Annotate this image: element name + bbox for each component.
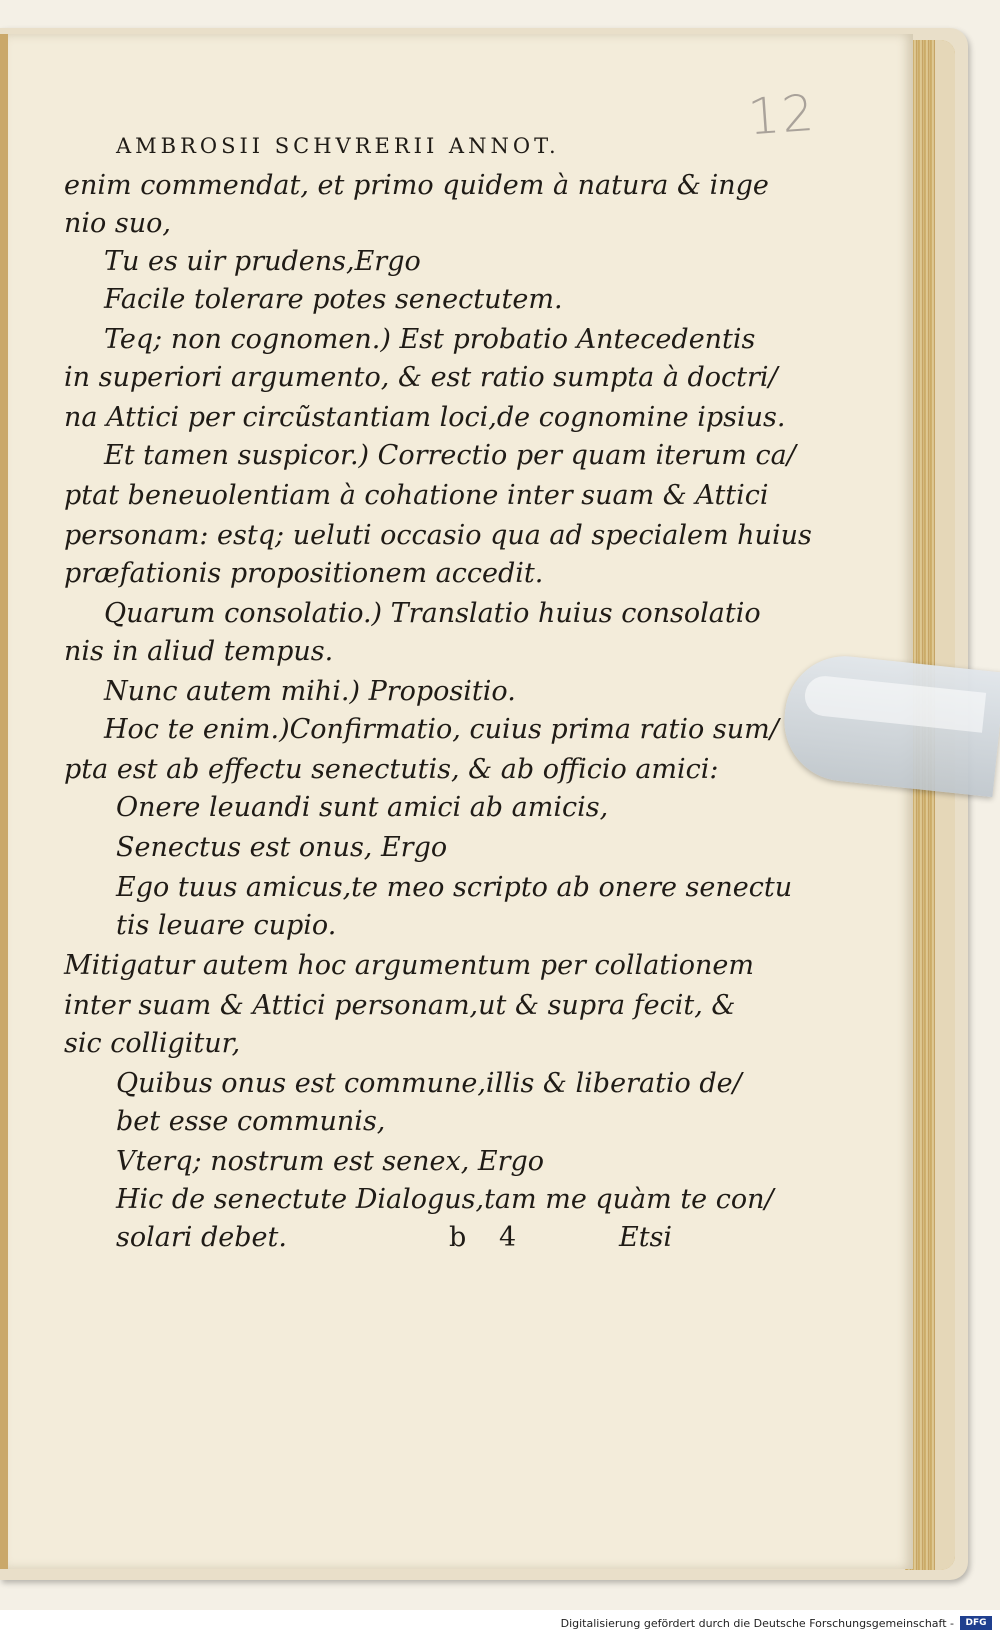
signature-letter: b bbox=[449, 1222, 467, 1253]
text-line: Facile tolerare potes senectutem. bbox=[104, 284, 563, 315]
text-line: na Attici per circũstantiam loci,de cognomine ipsius. bbox=[64, 402, 786, 433]
text-line: bet esse communis, bbox=[116, 1106, 386, 1137]
text-line: Tu es uir prudens,Ergo bbox=[104, 246, 421, 277]
text-line: pta est ab effectu senectutis, & ab officio amici: bbox=[64, 754, 719, 785]
text-line: in superiori argumento, & est ratio sumpta à doctri/ bbox=[64, 362, 778, 393]
text-line: Nunc autem mihi.) Propositio. bbox=[104, 676, 516, 707]
catchword: Etsi bbox=[619, 1222, 673, 1253]
text-line: solari debet. bbox=[116, 1222, 287, 1253]
text-line: Vterq; nostrum est senex, Ergo bbox=[116, 1146, 545, 1177]
text-line: Senectus est onus, Ergo bbox=[116, 832, 448, 863]
text-line: Et tamen suspicor.) Correctio per quam iterum ca/ bbox=[104, 440, 796, 471]
text-line: Mitigatur autem hoc argumentum per collationem bbox=[64, 950, 755, 981]
pencil-folio-number: 12 bbox=[746, 83, 818, 147]
dfg-credit-text: Digitalisierung gefördert durch die Deutsche Forschungsgemeinschaft - bbox=[560, 1617, 954, 1630]
text-line: Hic de senectute Dialogus,tam me quàm te con/ bbox=[116, 1184, 774, 1215]
text-line: tis leuare cupio. bbox=[116, 910, 337, 941]
text-line: personam: estq; ueluti occasio qua ad specialem huius bbox=[64, 520, 812, 551]
signature-number: 4 bbox=[499, 1222, 517, 1253]
text-line: Onere leuandi sunt amici ab amicis, bbox=[116, 792, 609, 823]
text-line: Teq; non cognomen.) Est probatio Antecedentis bbox=[104, 324, 756, 355]
text-line: Hoc te enim.)Confirmatio, cuius prima ratio sum/ bbox=[104, 714, 779, 745]
text-line: Ego tuus amicus,te meo scripto ab onere senectu bbox=[116, 872, 793, 903]
dfg-logo: DFG bbox=[960, 1616, 992, 1630]
text-line: nis in aliud tempus. bbox=[64, 636, 334, 667]
text-line: enim commendat, et primo quidem à natura & inge bbox=[64, 170, 769, 201]
text-line: nio suo, bbox=[64, 208, 171, 239]
running-head: AMBROSII SCHVRERII ANNOT. bbox=[116, 134, 560, 158]
text-line: Quibus onus est commune,illis & liberatio de/ bbox=[116, 1068, 742, 1099]
text-line: præfationis propositionem accedit. bbox=[64, 558, 544, 589]
spine-edge bbox=[0, 34, 8, 1569]
text-line: inter suam & Attici personam,ut & supra fecit, & bbox=[64, 990, 736, 1021]
text-line: Quarum consolatio.) Translatio huius consolatio bbox=[104, 598, 761, 629]
text-line: ptat beneuolentiam à cohatione inter suam & Attici bbox=[64, 480, 769, 511]
text-line: sic colligitur, bbox=[64, 1028, 241, 1059]
